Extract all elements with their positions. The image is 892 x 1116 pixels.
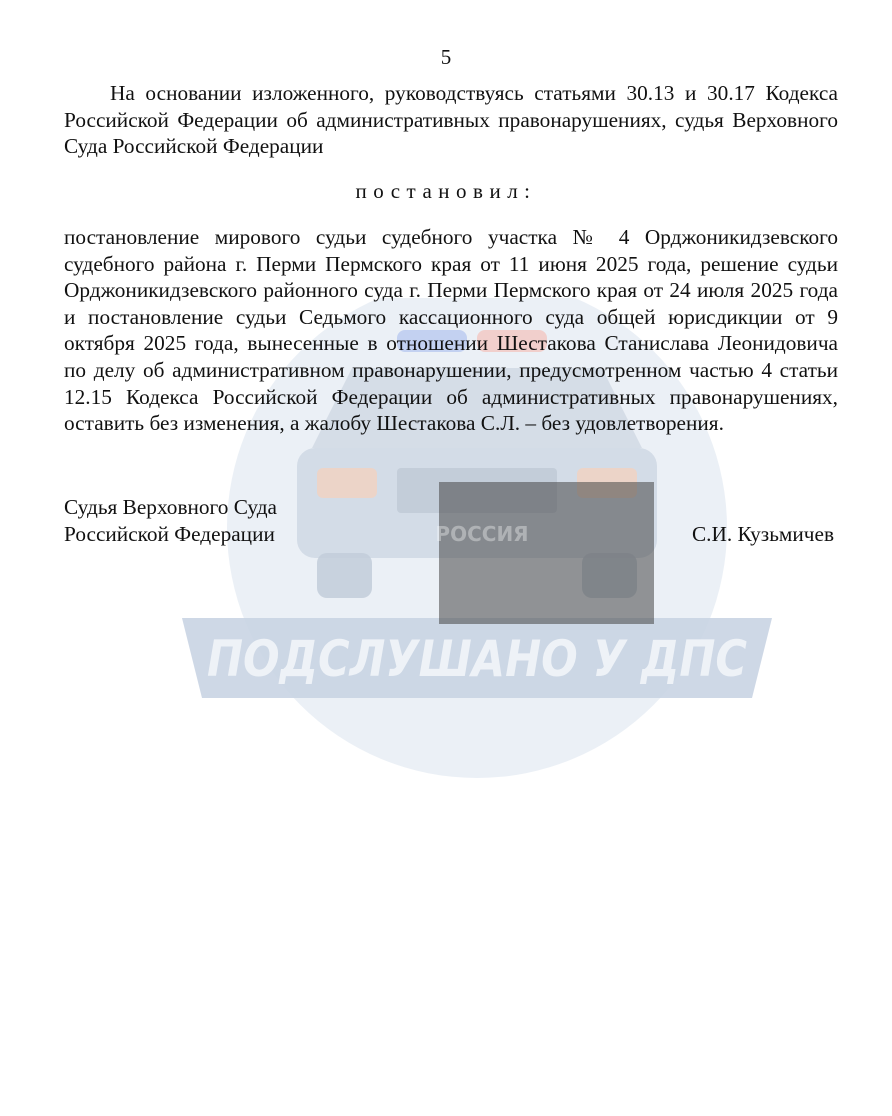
signature-title-line1: Судья Верховного Суда [64,495,277,519]
watermark-headlight-left [317,468,377,498]
stamp-plate-text: РОССИЯ [435,522,529,546]
ruling-body-paragraph: постановление мирового судьи судебного участка № 4 Орджоникидзевского судебного района г. Перми Пермского края от 11 июня 2025 года, решение судьи Орджоникидзевского районного суда г. Перми Пермского края от 24 июля 2025 года и постановление судьи Седьмого кассационного суда общей юрисдикции от 9 октября 2025 года, вынесенные в отношении Шестакова Станислава Леонидовича по делу об административном правонарушении, предусмотренном частью 4 статьи 12.15 Кодекса Российской Федерации об административных правонарушениях, оставить без изменения, а жалобу Шестакова С.Л. – без удовлетворения. [64,225,838,436]
redacted-signature-block [435,482,654,624]
signature-title-line2: Российской Федерации [64,521,275,546]
watermark-banner-text: ПОДСЛУШАНО У ДПС [207,630,748,688]
intro-paragraph: На основании изложенного, руководствуясь статьями 30.13 и 30.17 Кодекса Российской Федерации об административных правонарушениях, судья Верховного Суда Российской Федерации [64,81,838,159]
signature-name: С.И. Кузьмичев [691,522,834,546]
page-number: 5 [440,45,452,69]
signature-title [64,494,277,547]
watermark-wheel-left [317,553,372,598]
ruling-heading: постановил: [355,179,537,203]
